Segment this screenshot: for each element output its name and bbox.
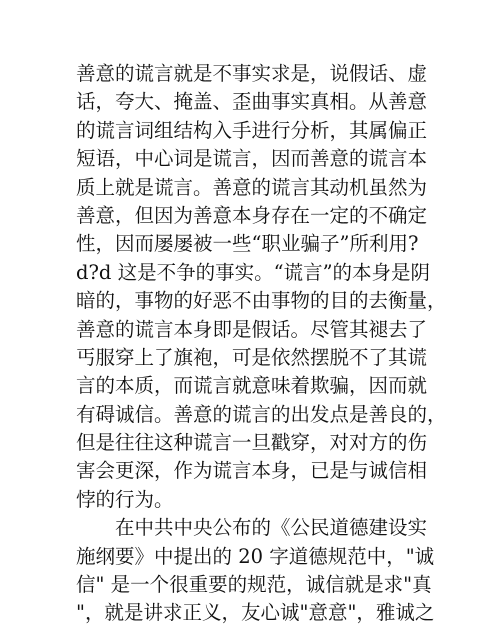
text-line: 施纲要》中提出的 20 字道德规范中，"诚 bbox=[76, 544, 435, 568]
text-line: "，就是讲求正义，友心诚"意意"，雅诚之 bbox=[76, 601, 435, 625]
text-line: 善意的谎言就是不事实求是，说假话、虚 bbox=[76, 62, 428, 85]
text-line: 丐服穿上了旗袍，可是依然摆脱不了其谎 bbox=[76, 345, 428, 369]
paragraph-start-line: 在中共中央公布的《公民道德建设实 bbox=[115, 516, 428, 540]
text-line: 的谎言词组结构入手进行分析，其属偏正 bbox=[76, 118, 428, 142]
text-line: 性，因而屡屡被一些“职业骗子”所利用? bbox=[76, 232, 419, 256]
text-line: 害会更深，作为谎言本身，已是与诚信相 bbox=[76, 459, 428, 483]
text-line: 但是往往这种谎言一旦戳穿，对对方的伤 bbox=[76, 431, 428, 455]
body-text bbox=[76, 60, 447, 628]
text-line: 信" 是一个很重要的规范，诚信就是求"真 bbox=[76, 573, 432, 597]
text-line: 言的本质，而谎言就意味着欺骗，因而就 bbox=[76, 374, 428, 398]
text-line: d?d 这是不争的事实。“谎言”的本身是阴 bbox=[76, 260, 431, 284]
text-line: 善意的谎言本身即是假话。尽管其褪去了 bbox=[76, 317, 428, 341]
text-line: 短语，中心词是谎言，因而善意的谎言本 bbox=[76, 147, 428, 171]
text-line: 质上就是谎言。善意的谎言其动机虽然为 bbox=[76, 175, 428, 199]
text-line: 话，夸大、掩盖、歪曲事实真相。从善意 bbox=[76, 90, 428, 114]
text-line: 有碍诚信。善意的谎言的出发点是善良的， bbox=[76, 402, 447, 426]
text-line: 悖的行为。 bbox=[76, 487, 174, 511]
text-line: 暗的，事物的好恶不由事物的目的去衡量， bbox=[76, 289, 447, 313]
text-line: 善意，但因为善意本身存在一定的不确定 bbox=[76, 203, 428, 227]
